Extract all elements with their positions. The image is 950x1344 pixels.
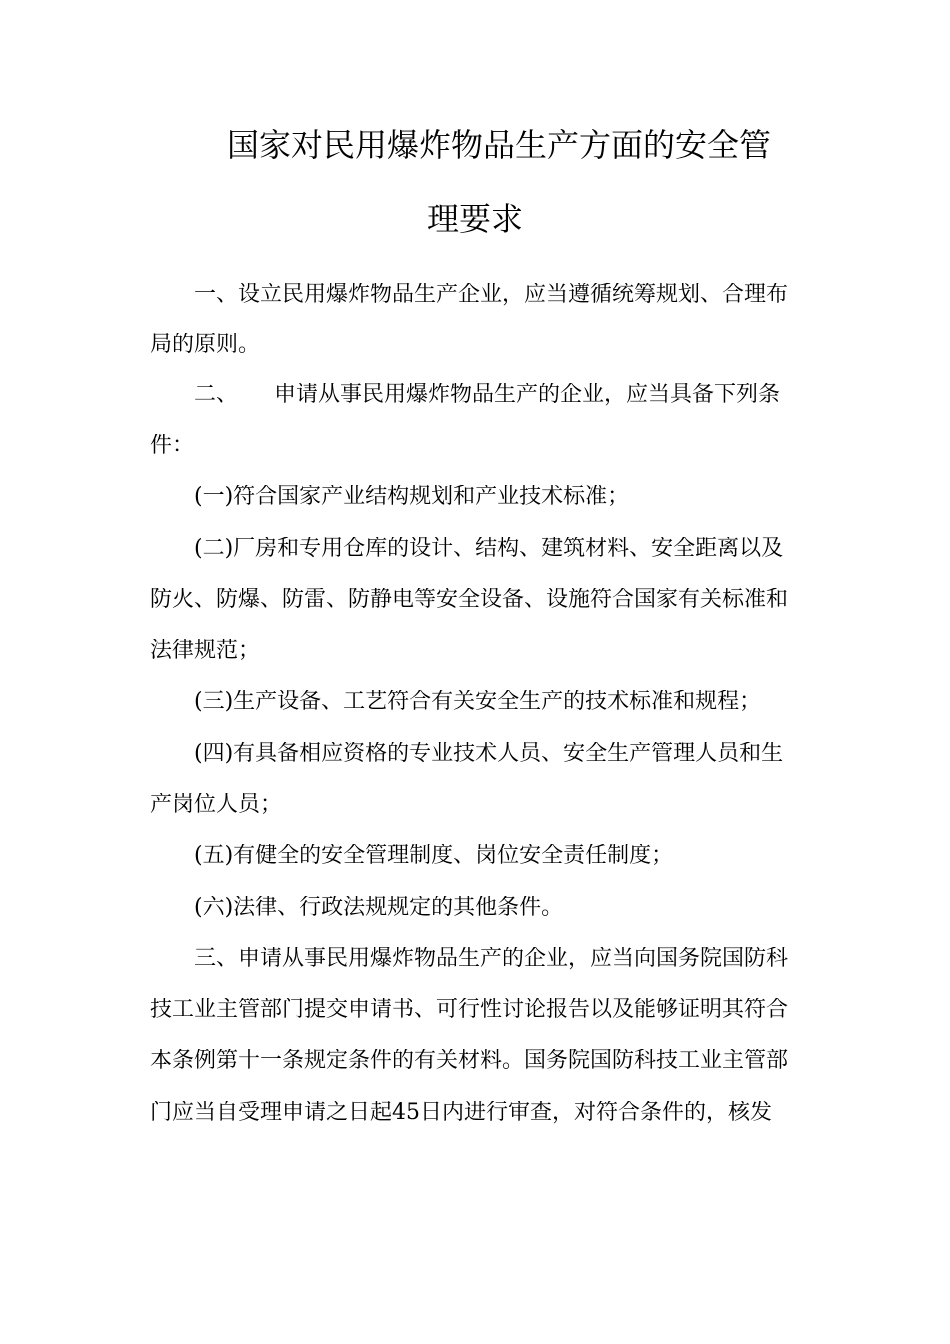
condition-1: (一)符合国家产业结构规划和产业技术标准； — [194, 485, 630, 509]
paragraph-2-number: 二、 — [194, 383, 239, 407]
condition-2-line-1: (二)厂房和专用仓库的设计、结构、建筑材料、安全距离以及 — [194, 537, 784, 561]
condition-6: (六)法律、行政法规规定的其他条件。 — [194, 896, 564, 920]
condition-2-line-2: 防火、防爆、防雷、防静电等安全设备、设施符合国家有关标准和 — [150, 588, 789, 612]
paragraph-2-text: 申请从事民用爆炸物品生产的企业，应当具备下列条 — [274, 383, 781, 407]
condition-4-line-2: 产岗位人员； — [150, 793, 283, 817]
condition-4-line-1: (四)有具备相应资格的专业技术人员、安全生产管理人员和生 — [194, 742, 784, 766]
paragraph-3-line-1: 三、申请从事民用爆炸物品生产的企业，应当向国务院国防科 — [194, 947, 789, 971]
document-title-line-1: 国家对民用爆炸物品生产方面的安全管 — [227, 129, 772, 161]
condition-2-line-3: 法律规范； — [150, 639, 261, 663]
paragraph-1-line-2: 局的原则。 — [150, 333, 261, 357]
paragraph-2-line-1 — [150, 383, 805, 407]
paragraph-3-line-2: 技工业主管部门提交申请书、可行性讨论报告以及能够证明其符合 — [150, 998, 789, 1022]
condition-5: (五)有健全的安全管理制度、岗位安全责任制度； — [194, 844, 674, 868]
document-title-line-2: 理要求 — [426, 203, 523, 235]
paragraph-2-line-2: 件： — [150, 434, 195, 458]
paragraph-3-line-3: 本条例第十一条规定条件的有关材料。国务院国防科技工业主管部 — [150, 1049, 789, 1073]
paragraph-1-line-1: 一、设立民用爆炸物品生产企业，应当遵循统筹规划、合理布 — [194, 283, 789, 307]
paragraph-3-line-4: 门应当自受理申请之日起45日内进行审查，对符合条件的，核发 — [150, 1101, 772, 1125]
condition-3: (三)生产设备、工艺符合有关安全生产的技术标准和规程； — [194, 690, 762, 714]
